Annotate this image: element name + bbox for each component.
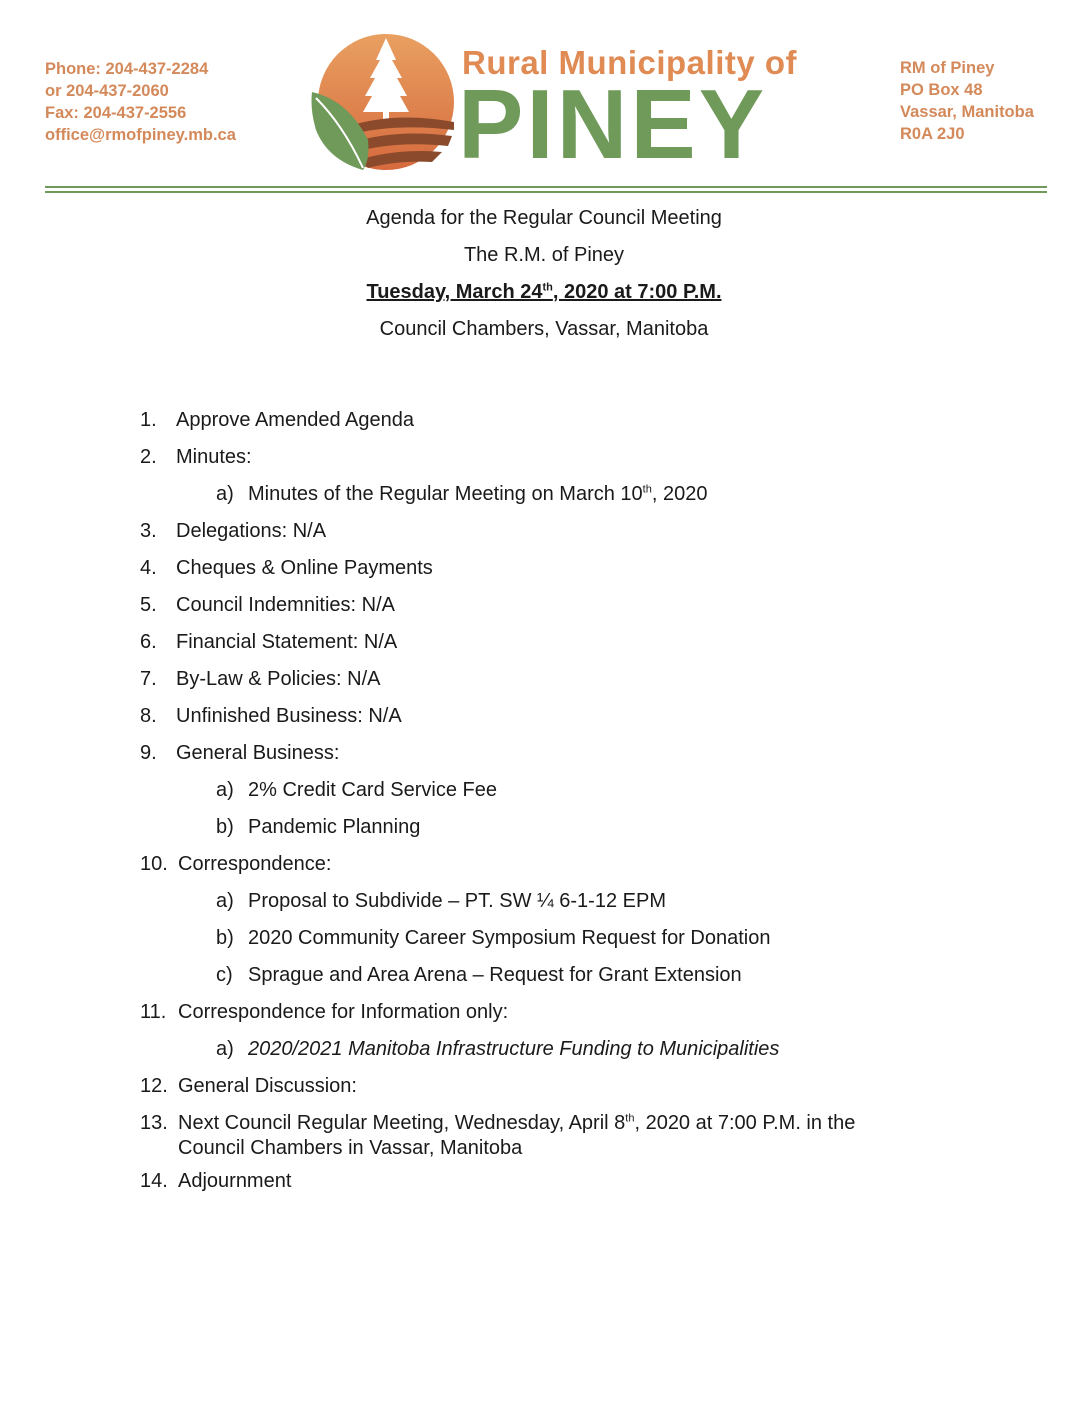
item-letter: a) <box>216 890 234 912</box>
list-item <box>140 994 855 1031</box>
list-item <box>140 846 855 883</box>
list-item <box>140 439 855 476</box>
sub-item <box>140 809 855 846</box>
item-text: 2020 Community Career Symposium Request for Donation <box>248 927 771 949</box>
list-item <box>140 1105 855 1167</box>
item-text: 2% Credit Card Service Fee <box>248 779 497 801</box>
item-text: , 2020 at 7:00 P.M. in the <box>634 1112 856 1134</box>
sub-item <box>140 772 855 809</box>
list-item <box>140 624 855 661</box>
item-text: 2020/2021 Manitoba Infrastructure Funding to Municipalities <box>248 1038 780 1060</box>
item-number: 8. <box>140 705 157 727</box>
sub-item <box>140 476 855 513</box>
item-number: 6. <box>140 631 157 653</box>
list-item <box>140 587 855 624</box>
item-text: Cheques & Online Payments <box>176 557 433 579</box>
list-item <box>140 513 855 550</box>
item-number: 11. <box>140 1001 167 1023</box>
item-number: 5. <box>140 594 157 616</box>
agenda-list <box>140 402 855 1200</box>
ordinal-suffix: th <box>642 483 652 496</box>
item-text: Approve Amended Agenda <box>176 409 414 431</box>
item-letter: a) <box>216 779 234 801</box>
item-number: 1. <box>140 409 157 431</box>
date-suffix: th <box>542 281 553 294</box>
date-text: Tuesday, March 24 <box>366 281 543 303</box>
item-text: Financial Statement: N/A <box>176 631 398 653</box>
piney-logo-icon <box>308 30 458 175</box>
item-number: 12. <box>140 1075 168 1097</box>
item-text: Next Council Regular Meeting, Wednesday, April 8 <box>178 1112 626 1134</box>
alt-phone-line: or 204-437-2060 <box>45 82 169 100</box>
item-number: 10. <box>140 853 168 875</box>
list-item <box>140 550 855 587</box>
item-text: Delegations: N/A <box>176 520 327 542</box>
item-text: Sprague and Area Arena – Request for Grant Extension <box>248 964 742 986</box>
item-number: 7. <box>140 668 157 690</box>
list-item <box>140 661 855 698</box>
address-line: PO Box 48 <box>900 81 983 99</box>
item-letter: c) <box>216 964 233 986</box>
item-text: Correspondence for Information only: <box>178 1001 509 1023</box>
ordinal-suffix: th <box>625 1112 635 1125</box>
item-letter: a) <box>216 1038 234 1060</box>
postal-code: R0A 2J0 <box>900 125 965 143</box>
item-number: 13. <box>140 1112 168 1134</box>
item-text-continued: Council Chambers in Vassar, Manitoba <box>178 1137 523 1159</box>
email-line: office@rmofpiney.mb.ca <box>45 126 236 144</box>
list-item <box>140 402 855 439</box>
list-item <box>140 1068 855 1105</box>
item-letter: b) <box>216 927 234 949</box>
item-letter: b) <box>216 816 234 838</box>
meeting-date <box>0 274 1088 311</box>
list-item <box>140 698 855 735</box>
item-text: Minutes of the Regular Meeting on March 10 <box>248 483 643 505</box>
brand-subtitle: Rural Municipality of <box>462 44 798 81</box>
municipality-name: The R.M. of Piney <box>463 244 625 266</box>
sub-item <box>140 1031 855 1068</box>
item-number: 4. <box>140 557 157 579</box>
item-text: Minutes: <box>176 446 252 468</box>
item-text: Adjournment <box>178 1170 292 1192</box>
item-text: Correspondence: <box>178 853 332 875</box>
phone-line: Phone: 204-437-2284 <box>45 60 209 78</box>
brand-title: PINEY <box>458 69 768 179</box>
item-letter: a) <box>216 483 234 505</box>
item-text: , 2020 <box>651 483 708 505</box>
address-line: Vassar, Manitoba <box>900 103 1034 121</box>
meeting-header <box>0 200 1088 348</box>
list-item <box>140 1163 855 1200</box>
sub-item <box>140 883 855 920</box>
item-number: 14. <box>140 1170 168 1192</box>
header-divider <box>45 191 1047 193</box>
contact-info <box>45 58 236 146</box>
item-text: Unfinished Business: N/A <box>176 705 402 727</box>
item-text: Council Indemnities: N/A <box>176 594 395 616</box>
address-line: RM of Piney <box>900 59 995 77</box>
item-number: 2. <box>140 446 157 468</box>
meeting-location: Council Chambers, Vassar, Manitoba <box>379 318 709 340</box>
item-text: Pandemic Planning <box>248 816 421 838</box>
address-info <box>900 57 1034 145</box>
item-text: General Discussion: <box>178 1075 357 1097</box>
agenda-title: Agenda for the Regular Council Meeting <box>366 207 722 229</box>
item-number: 3. <box>140 520 157 542</box>
fax-line: Fax: 204-437-2556 <box>45 104 187 122</box>
list-item <box>140 735 855 772</box>
item-text: General Business: <box>176 742 340 764</box>
item-text: Proposal to Subdivide – PT. SW ¼ 6-1-12 EPM <box>248 890 666 912</box>
sub-item <box>140 957 855 994</box>
item-number: 9. <box>140 742 157 764</box>
date-time: , 2020 at 7:00 P.M. <box>552 281 722 303</box>
sub-item <box>140 920 855 957</box>
item-text: By-Law & Policies: N/A <box>176 668 381 690</box>
header-divider <box>45 186 1047 188</box>
